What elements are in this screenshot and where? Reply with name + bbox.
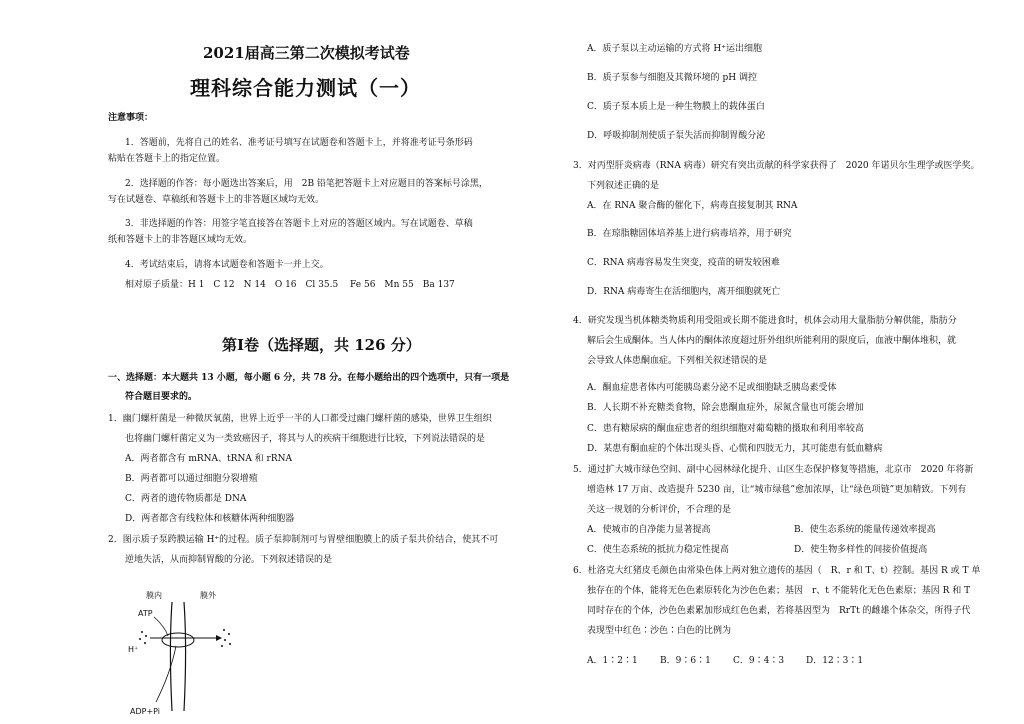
q6-option: A．1∶2∶1 — [587, 656, 638, 666]
q5-option: D．使生物多样性的间接价值提高 — [794, 545, 928, 555]
membrane-line-outer — [184, 602, 186, 711]
q1-stem: 1．幽门螺杆菌是一种微厌氧菌，世界上近乎一半的人口都受过幽门螺杆菌的感染，世界卫生组织 — [108, 414, 492, 424]
q1-option: D．两者都含有线粒体和核糖体两种细胞器 — [125, 514, 295, 524]
q4-stem: 解后会生成酮体。当人体内的酮体浓度超过肝外组织所能利用的限度后，血液中酮体堆积，就 — [587, 336, 957, 346]
q2-option: B．质子泵参与细胞及其微环境的 pH 调控 — [587, 73, 757, 83]
q1-stem: 也将幽门螺杆菌定义为一类致癌因子，将其与人的疾病干细胞进行比较，下列说法错误的是 — [125, 434, 486, 444]
q1-option: B．两者都可以通过细胞分裂增殖 — [125, 474, 258, 484]
q5-option: C．使生态系统的抵抗力稳定性提高 — [587, 545, 729, 555]
notice-line: 粘贴在答题卡上的指定位置。 — [108, 154, 226, 164]
q3-stem: 下列叙述正确的是 — [587, 181, 660, 191]
q6-stem: 6．杜洛克大红猪皮毛颜色由常染色体上两对独立遗传的基因（ R、r 和 T、t）控制。基因 R 或 T 单 — [573, 566, 981, 576]
adp-label: ADP+Pi — [130, 707, 161, 716]
q4-stem: 会导致人体患酮血症。下列相关叙述错误的是 — [587, 356, 768, 366]
section-title: 第Ⅰ卷（选择题，共 126 分） — [222, 336, 421, 354]
notice-line: 写在试题卷、草稿纸和答题卡上的非答题区域均无效。 — [108, 195, 325, 205]
notice-label: 注意事项： — [108, 113, 154, 123]
q6-stem: 独存在的个体，能将无色色素原转化为沙色色素；基因 r、t 不能转化无色色素原；基因 R 和 T — [587, 586, 971, 596]
q4-stem: 4．研究发现当机体糖类物质利用受阻或长期不能进食时，机体会动用大量脂肪分解供能，脂肪分 — [573, 316, 957, 326]
q5-option: A．使城市的自净能力显著提高 — [587, 525, 711, 535]
exam-header-title: 2021届高三第二次模拟考试卷 — [203, 44, 410, 62]
adp-arrow — [156, 646, 176, 702]
q3-stem: 3．对丙型肝炎病毒（RNA 病毒）研究有突出贡献的科学家获得了 2020 年诺贝尔生理学或医学奖。 — [573, 161, 980, 171]
notice-line: 2．选择题的作答：每小题选出答案后，用 2B 铅笔把答题卡上对应题目的答案标号涂黑， — [125, 179, 488, 189]
q5-stem: 关这一规划的分析评价，不合理的是 — [587, 505, 732, 515]
proton-dots-outside — [221, 629, 231, 647]
section-intro: 一、选择题：本大题共 13 小题，每小题 6 分，共 78 分。在每小题给出的四个选项中，只有一项是 — [108, 373, 510, 383]
membrane-outside-label: 膜外 — [200, 591, 216, 600]
q6-stem: 同时存在的个体，沙色色素累加形成红色色素，若将基因型为 RrTt 的雌雄个体杂交，所得子代 — [587, 606, 971, 616]
q4-option: B．人长期不补充糖类食物，除会患酮血症外，尿氮含量也可能会增加 — [587, 403, 864, 413]
arrow-head — [216, 635, 222, 641]
q3-option: D．RNA 病毒寄生在活细胞内，离开细胞就死亡 — [587, 287, 781, 297]
q2-stem: 2．图示质子泵跨膜运输 H⁺的过程。质子泵抑制剂可与胃壁细胞膜上的质子泵共价结合，使其不可 — [108, 535, 499, 545]
atp-arrow — [154, 617, 168, 636]
section-intro: 符合题目要求的。 — [125, 392, 198, 402]
notice-line: 1．答题前，先将自己的姓名、准考证号填写在试题卷和答题卡上，并将准考证号条形码 — [125, 138, 473, 148]
q2-option: A．质子泵以主动运输的方式将 H⁺运出细胞 — [587, 44, 762, 54]
proton-label: H⁺ — [128, 645, 139, 654]
q6-option: B．9∶6∶1 — [660, 656, 711, 666]
q6-option: D．12∶3∶1 — [806, 656, 864, 666]
q1-option: A．两者都含有 mRNA、tRNA 和 rRNA — [125, 454, 292, 464]
q5-stem: 增造林 17 万亩、改造提升 5230 亩，让“城市绿毯”愈加浓厚，让“绿色项链”更加精致。下列有 — [587, 485, 967, 495]
notice-line: 4．考试结束后，请将本试题卷和答题卡一并上交。 — [125, 260, 329, 270]
q6-stem: 表现型中红色∶沙色∶白色的比例为 — [587, 626, 732, 636]
q2-stem: 逆地失活，从而抑制胃酸的分泌。下列叙述错误的是 — [125, 555, 333, 565]
membrane-inside-label: 膜内 — [146, 591, 162, 600]
q4-option: C．患有糖尿病的酮血症患者的组织细胞对葡萄糖的摄取和利用率较高 — [587, 424, 864, 434]
proton-pump-diagram — [120, 586, 250, 721]
membrane-line-inner — [171, 602, 173, 711]
proton-dots-inside — [139, 631, 147, 644]
atp-label: ATP — [138, 609, 153, 618]
q5-stem: 5．通过扩大城市绿色空间、副中心园林绿化提升、山区生态保护修复等措施，北京市 2020 年将新 — [573, 465, 974, 475]
q4-option: A．酮血症患者体内可能胰岛素分泌不足或细胞缺乏胰岛素受体 — [587, 383, 837, 393]
q2-option: C．质子泵本质上是一种生物膜上的载体蛋白 — [587, 102, 765, 112]
q6-option: C．9∶4∶3 — [733, 656, 785, 666]
q3-option: A．在 RNA 聚合酶的催化下，病毒直接复制其 RNA — [587, 201, 798, 211]
q3-option: B．在琼脂糖固体培养基上进行病毒培养，用于研究 — [587, 229, 792, 239]
notice-line: 纸和答题卡上的非答题区域均无效。 — [108, 235, 253, 245]
q1-option: C．两者的遗传物质都是 DNA — [125, 494, 247, 504]
notice-line: 3．非选择题的作答：用签字笔直接答在答题卡上对应的答题区域内。写在试题卷、草稿 — [125, 219, 473, 229]
q2-option: D．呼吸抑制剂使质子泵失活而抑制胃酸分泌 — [587, 131, 766, 141]
q4-option: D．某患有酮血症的个体出现头昏、心慌和四肢无力，其可能患有低血糖病 — [587, 444, 883, 454]
subject-title: 理科综合能力测试（一） — [190, 76, 421, 100]
q3-option: C．RNA 病毒容易发生突变，疫苗的研发较困难 — [587, 258, 780, 268]
proton-pump-shape — [162, 633, 194, 647]
atomic-mass-line: 相对原子质量：H 1 C 12 N 14 O 16 Cl 35.5 Fe 56 Mn 55 Ba 137 — [125, 280, 455, 290]
q5-option: B．使生态系统的能量传递效率提高 — [794, 525, 936, 535]
